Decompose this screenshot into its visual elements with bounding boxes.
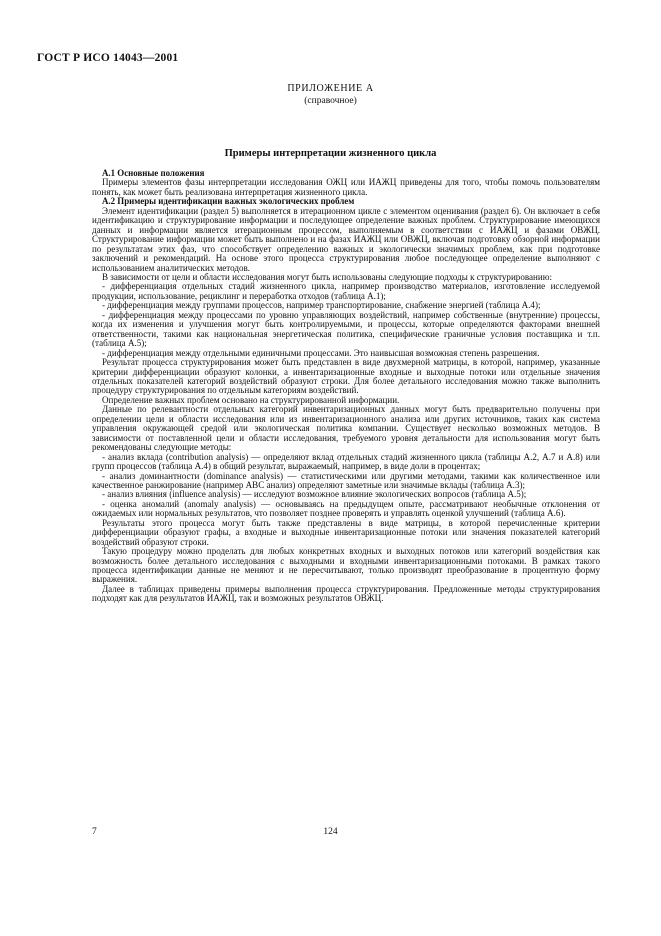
paragraph: - дифференциация между отдельными единичными процессами. Это наивысшая возможная степень разрешения. — [102, 347, 540, 358]
paragraph: Элемент идентификации (раздел 5) выполняется в итерационном цикле с элементом оценивания (раздел 6). Он включает в себя идентификацию и структурирование информации и последующее определение важных проблем. Структурирование имеющихся данных и информации является итерационным процессом, выполняемым в соответствии с ИАЖЦ и фазами ОВЖЦ. Структурирование информации может быть выполнено и на фазах ИАЖЦ или ОВЖЦ, включая подготовку обзорной информации по результатам этих фаз, что способствует определению важных и экологически значимых проблем, как при подготовке заключений и рекомендаций. На основе этого процесса структурирования любое последующее определение выполняют с использованием аналитических методов. — [92, 205, 600, 273]
main-title: Примеры интерпретации жизненного цикла — [224, 148, 437, 159]
paragraph: - дифференциация между группами процессов, например транспортирование, снабжение энергией (таблица А.4); — [102, 300, 541, 311]
paragraph: - дифференциация между процессами по уровню управляющих воздействий, например собственные (внутренние) процессы, когда их изменения и улучшения могут быть контролируемыми, и процессы, которые определяются факторами внешней ответственности, такими как национальная энергетическая политика, специфические граничные условия поставщика и т.п. (таблица А.5); — [92, 309, 600, 349]
paragraph: - дифференциация отдельных стадий жизненного цикла, например производство материалов, изготовление исследуемой продукции, использование, рециклинг и переработка отходов (таблица А.1); — [92, 281, 600, 301]
paragraph: Далее в таблицах приведены примеры выполнения процесса структурирования. Предложенные методы структурирования подходят как для результатов ИАЖЦ, так и возможных результатов ОВЖЦ. — [92, 583, 600, 604]
section-heading: А.1 Основные положения — [102, 168, 205, 178]
standard-header: ГОСТ Р ИСО 14043—2001 — [37, 52, 179, 64]
footer-left-number: 7 — [92, 827, 97, 837]
paragraph: - анализ влияния (influence analysis) — исследуют возможное влияние экологических вопросов (таблица А.5); — [102, 489, 527, 500]
paragraph: Результаты этого процесса могут быть также представлены в виде матрицы, в которой перечисленные критерии дифференциации образуют графы, а входные и выходные инвентаризационные потоки или значения показателей категорий воздействий образуют строки. — [92, 517, 600, 547]
paragraph: Результат процесса структурирования может быть представлен в виде двухмерной матрицы, в которой, например, указанные критерии дифференциации образуют колонки, а инвентаризационные входные и выходные потоки или отдельные значения отдельных показателей категорий воздействий образуют строки. Для более детального исследования можно также выполнить процедуру структурирования по отдельным категориям воздействий. — [92, 357, 600, 396]
appendix-title: ПРИЛОЖЕНИЕ А — [287, 83, 374, 94]
paragraph: - анализ вклада (contribution analysis) — определяют вклад отдельных стадий жизненного цикла (таблицы А.2, А.7 и А.8) или групп процессов (таблица А.4) в общий результат, выражаемый, например, в виде доли в процентах; — [92, 451, 600, 472]
paragraph: Определение важных проблем основано на структурированной информации. — [102, 394, 400, 405]
paragraph: Примеры элементов фазы интерпретации исследования ОЖЦ или ИАЖЦ приведены для того, чтобы помочь пользователям понять, как может быть реализована интерпретация жизненного цикла. — [92, 177, 600, 197]
paragraph: Данные по релевантности отдельных категорий инвентаризационных данных могут быть предварительно получены при определении цели и области исследования или из инвентаризационного анализа или других источников, таких как система управления окружающей средой или экологическая политика компании. Существует несколько возможных методов. В зависимости от поставленной цели и области исследования, требуемого уровня детальности для использования могут быть рекомендованы следующие методы: — [92, 404, 600, 453]
page-number: 124 — [323, 827, 338, 837]
paragraph: - оценка аномалий (anomaly analysis) — основываясь на предыдущем опыте, рассматривают необычные отклонения от ожидаемых или нормальных результатов, что позволяет позднее проверять и управлять оценкой улучшений (таблица А.6). — [92, 498, 600, 519]
paragraph: В зависимости от цели и области исследования могут быть использованы следующие подходы к структурированию: — [102, 271, 552, 282]
appendix-subtitle: (справочное) — [304, 96, 357, 106]
body-text — [92, 169, 600, 604]
paragraph: Такую процедуру можно проделать для любых конкретных входных и выходных потоков или категорий воздействия как возможность более детального исследования с выходными и входными инвентаризационными потоками. В рамках такого процесса идентификации данные не меняют и не пересчитывают, только производят преобразование в процентную форму выражения. — [92, 546, 600, 585]
section-heading: А.2 Примеры идентификации важных экологических проблем — [102, 196, 355, 207]
paragraph: - анализ доминантности (dominance analysis) — статистическими или другими методами, такими как количественное или качественное ранжирование (например АВС анализ) определяют заметные или значимые вклады (таблица А.3); — [92, 470, 600, 490]
